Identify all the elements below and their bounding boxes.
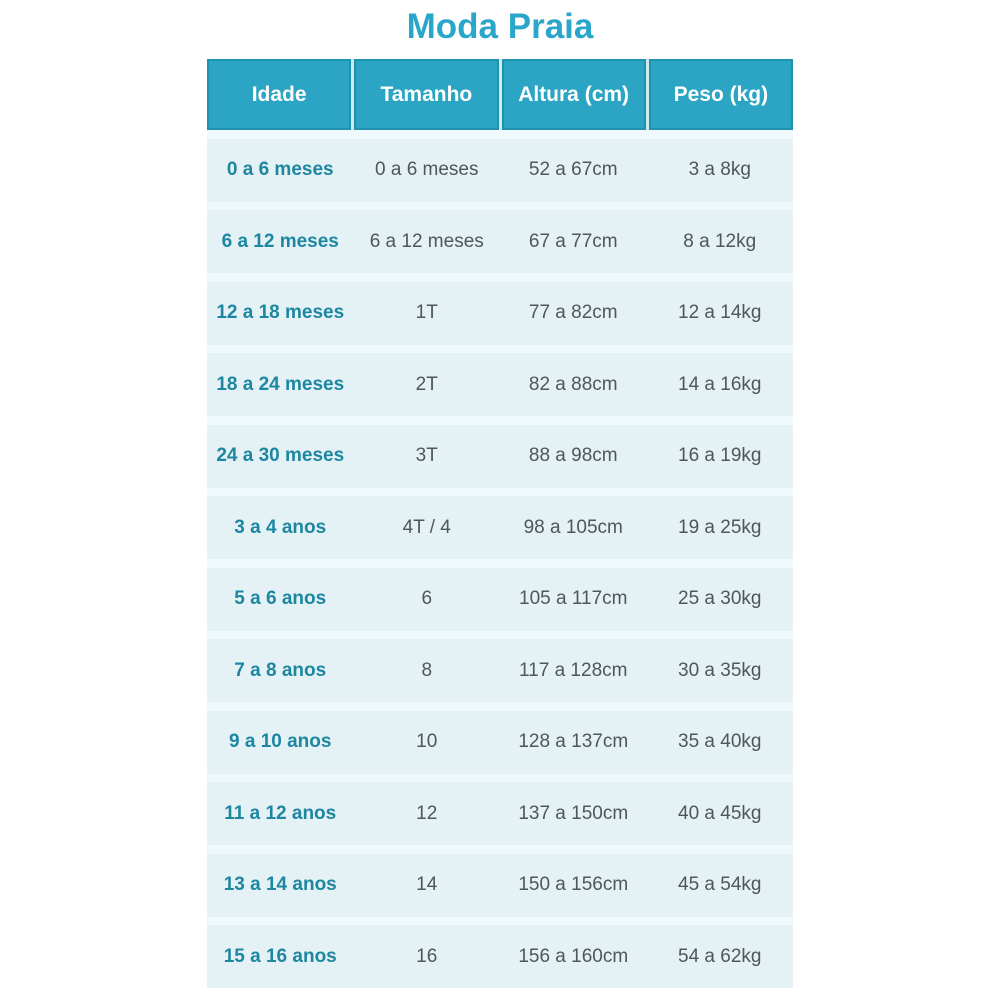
cell-idade: 12 a 18 meses: [216, 302, 345, 323]
cell-idade: 5 a 6 anos: [234, 588, 327, 609]
cell-tamanho: 2T: [415, 373, 438, 395]
cell-idade: 6 a 12 meses: [221, 230, 339, 252]
table-row: [207, 782, 793, 845]
cell-peso: 14 a 16kg: [678, 373, 762, 395]
cell-altura: 82 a 88cm: [528, 373, 618, 395]
table-row: [207, 282, 793, 345]
cell-tamanho: 6: [421, 588, 433, 609]
cell-peso: 40 a 45kg: [678, 802, 762, 824]
cell-idade: 11 a 12 anos: [224, 802, 337, 824]
cell-peso: 12 a 14kg: [678, 302, 762, 323]
column-header-idade: Idade: [207, 59, 351, 130]
cell-peso: 35 a 40kg: [678, 731, 762, 752]
column-header-peso: Peso (kg): [649, 59, 793, 130]
cell-idade: 7 a 8 anos: [234, 659, 327, 681]
cell-altura: 88 a 98cm: [528, 445, 618, 466]
table-row: [207, 711, 793, 774]
table-row: [207, 568, 793, 631]
cell-tamanho: 6 a 12 meses: [369, 230, 484, 252]
cell-altura: 150 a 156cm: [518, 874, 629, 895]
cell-peso: 30 a 35kg: [678, 659, 762, 681]
column-header-altura: Altura (cm): [502, 59, 646, 130]
cell-altura: 98 a 105cm: [523, 516, 623, 538]
table-row: [207, 425, 793, 488]
cell-peso: 3 a 8kg: [688, 159, 751, 180]
table-row: [207, 496, 793, 559]
cell-altura: 117 a 128cm: [519, 659, 628, 681]
cell-peso: 54 a 62kg: [678, 945, 762, 967]
table-row: [207, 139, 793, 202]
cell-altura: 52 a 67cm: [528, 159, 618, 180]
cell-idade: 15 a 16 anos: [223, 945, 337, 967]
column-header-tamanho: Tamanho: [354, 59, 498, 130]
cell-tamanho: 8: [421, 659, 433, 681]
cell-altura: 128 a 137cm: [518, 731, 629, 752]
table-header-row: [207, 59, 793, 130]
cell-tamanho: 3T: [415, 445, 438, 466]
cell-altura: 105 a 117cm: [519, 588, 628, 609]
table-row: [207, 210, 793, 273]
cell-tamanho: 4T / 4: [402, 516, 451, 538]
cell-peso: 16 a 19kg: [678, 445, 762, 466]
cell-peso: 45 a 54kg: [678, 874, 762, 895]
cell-idade: 9 a 10 anos: [229, 731, 332, 752]
cell-peso: 8 a 12kg: [683, 230, 757, 252]
cell-tamanho: 12: [416, 802, 438, 824]
cell-idade: 0 a 6 meses: [226, 159, 334, 180]
cell-altura: 67 a 77cm: [528, 230, 618, 252]
cell-tamanho: 0 a 6 meses: [375, 159, 479, 180]
cell-tamanho: 1T: [415, 302, 438, 323]
cell-tamanho: 16: [416, 945, 438, 967]
page-title: Moda Praia: [406, 7, 594, 46]
cell-altura: 77 a 82cm: [528, 302, 618, 323]
table-row: [207, 639, 793, 702]
table-row: [207, 854, 793, 917]
table-row: [207, 353, 793, 416]
cell-idade: 24 a 30 meses: [216, 445, 345, 466]
cell-idade: 18 a 24 meses: [216, 373, 345, 395]
cell-peso: 25 a 30kg: [678, 588, 762, 609]
cell-tamanho: 10: [416, 731, 438, 752]
cell-altura: 137 a 150cm: [518, 802, 629, 824]
table-body: [207, 130, 793, 988]
cell-idade: 13 a 14 anos: [223, 874, 337, 895]
cell-altura: 156 a 160cm: [518, 945, 629, 967]
cell-peso: 19 a 25kg: [678, 516, 762, 538]
cell-tamanho: 14: [416, 874, 438, 895]
cell-idade: 3 a 4 anos: [234, 516, 327, 538]
table-row: [207, 925, 793, 988]
size-chart-table: [207, 59, 793, 988]
